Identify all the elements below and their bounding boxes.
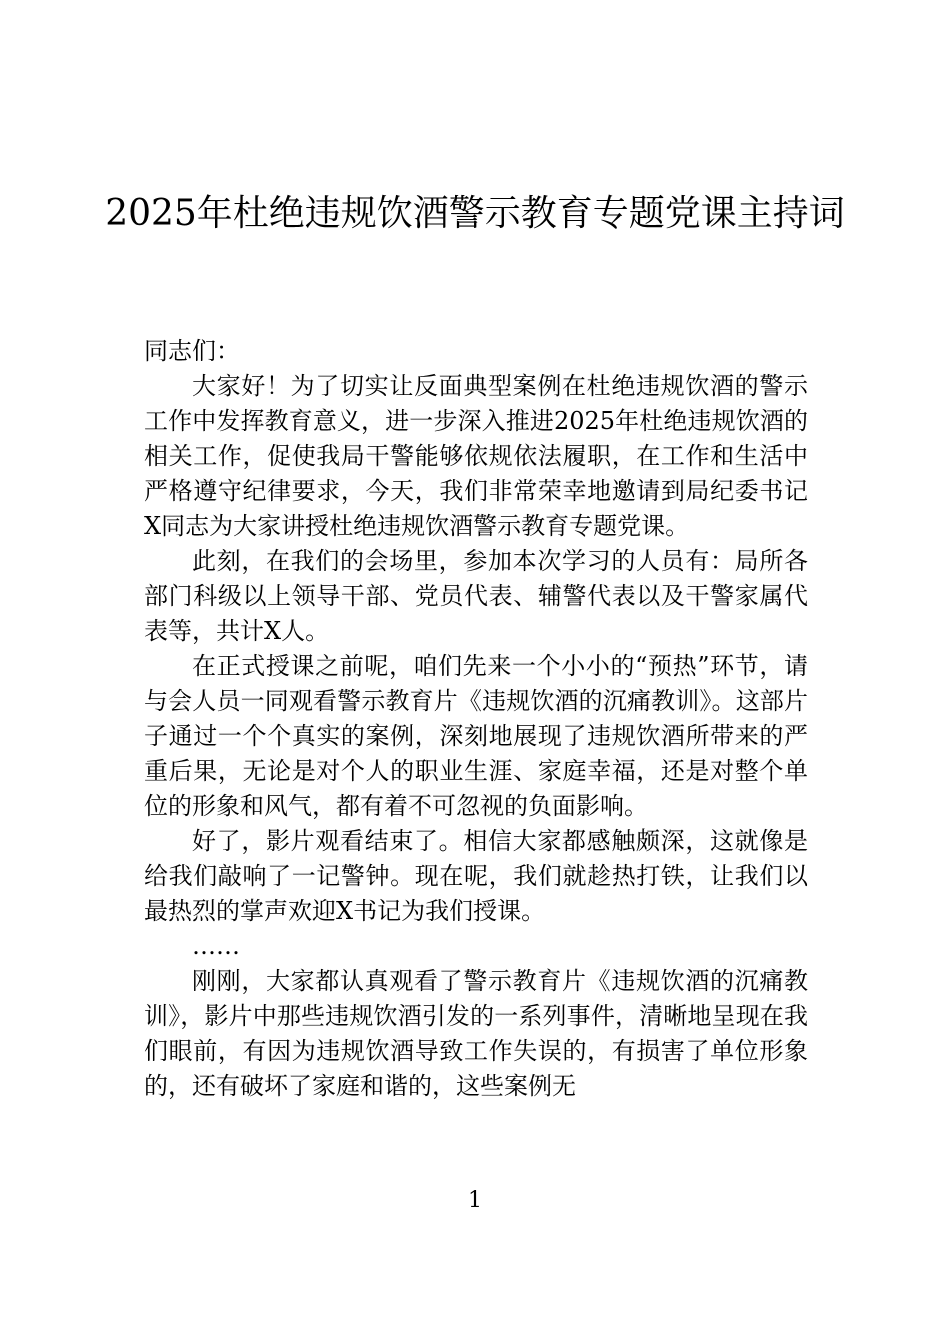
- document-body: [144, 334, 808, 1104]
- document-title: 2025年杜绝违规饮酒警示教育专题党课主持词: [105, 193, 845, 234]
- paragraph: 好了，影片观看结束了。相信大家都感触颇深，这就像是给我们敲响了一记警钟。现在呢，我们就趁热打铁，让我们以最热烈的掌声欢迎X书记为我们授课。: [144, 827, 808, 925]
- paragraph: 大家好！为了切实让反面典型案例在杜绝违规饮酒的警示工作中发挥教育意义，进一步深入推进2025年杜绝违规饮酒的相关工作，促使我局干警能够依规依法履职，在工作和生活中严格遵守纪律要求，今天，我们非常荣幸地邀请到局纪委书记X同志为大家讲授杜绝违规饮酒警示教育专题党课。: [144, 372, 808, 540]
- paragraph: 刚刚，大家都认真观看了警示教育片《违规饮酒的沉痛教训》，影片中那些违规饮酒引发的一系列事件，清晰地呈现在我们眼前，有因为违规饮酒导致工作失误的，有损害了单位形象的，还有破坏了家庭和谐的，这些案例无: [144, 967, 808, 1100]
- ellipsis-paragraph: ……: [192, 932, 240, 960]
- paragraph: 在正式授课之前呢，咱们先来一个小小的“预热”环节，请与会人员一同观看警示教育片《违规饮酒的沉痛教训》。这部片子通过一个个真实的案例，深刻地展现了违规饮酒所带来的严重后果，无论是对个人的职业生涯、家庭幸福，还是对整个单位的形象和风气，都有着不可忽视的负面影响。: [144, 652, 808, 820]
- page-number: 1: [468, 1188, 482, 1213]
- paragraph: 此刻，在我们的会场里，参加本次学习的人员有：局所各部门科级以上领导干部、党员代表、辅警代表以及干警家属代表等，共计X人。: [144, 547, 808, 645]
- salutation: 同志们：: [144, 337, 240, 365]
